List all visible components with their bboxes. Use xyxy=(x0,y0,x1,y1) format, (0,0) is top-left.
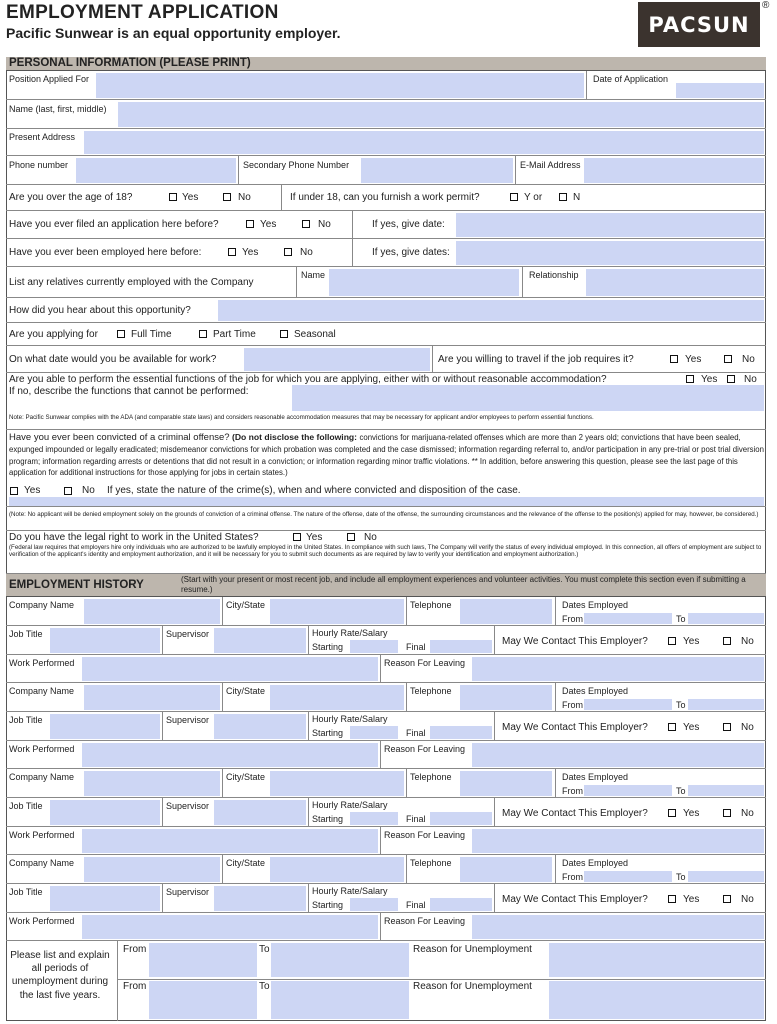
filed-yes-checkbox[interactable] xyxy=(246,220,254,228)
unemployment-to-label-2: To xyxy=(259,981,270,992)
reason-leaving-label: Reason For Leaving xyxy=(384,916,466,926)
divider xyxy=(222,769,223,797)
job-row-2 xyxy=(6,712,766,741)
unemployment-reason-field-2[interactable] xyxy=(549,981,764,1019)
criminal-note-row xyxy=(6,507,766,531)
criminal-question-block xyxy=(9,432,764,479)
divider xyxy=(222,855,223,883)
employed-yes-label: Yes xyxy=(242,247,259,258)
starting-rate-field-4[interactable] xyxy=(350,898,398,911)
divider xyxy=(308,626,309,654)
criminal-explain-field[interactable] xyxy=(9,497,764,506)
work-row-2 xyxy=(6,741,766,769)
part-time-label: Part Time xyxy=(213,329,256,340)
hourly-rate-label: Hourly Rate/Salary xyxy=(312,628,388,638)
divider xyxy=(406,597,407,625)
name-row xyxy=(6,100,766,129)
job-row-1 xyxy=(6,626,766,655)
from-label: From xyxy=(562,872,583,882)
position-label: Position Applied For xyxy=(9,74,90,84)
hear-field[interactable] xyxy=(218,300,764,321)
divider xyxy=(117,979,766,980)
secondary-phone-label: Secondary Phone Number xyxy=(243,160,350,170)
from-date-field-2[interactable] xyxy=(584,699,672,710)
city-state-label: City/State xyxy=(226,600,266,610)
city-state-label: City/State xyxy=(226,686,266,696)
work-performed-field-1[interactable] xyxy=(82,657,378,681)
employed-no-label: No xyxy=(300,247,313,258)
contact-no-checkbox-4[interactable] xyxy=(723,895,731,903)
criminal-row xyxy=(6,430,766,507)
criminal-yes-checkbox[interactable] xyxy=(10,487,18,495)
hear-question: How did you hear about this opportunity? xyxy=(9,305,191,316)
work-row-4 xyxy=(6,913,766,941)
telephone-field-4[interactable] xyxy=(460,857,552,882)
hourly-rate-label: Hourly Rate/Salary xyxy=(312,714,388,724)
name-label: Name (last, first, middle) xyxy=(9,104,107,114)
legal-note: (Federal law requires that employers hire only individuals who are authorized to be lawfully employed in the United States. In compliance with such laws, The Company will verify the status of every individual employed. In this connection, all offers of employment are subject to verification of the applicant's identity and employment authorization, and it will be necessary for you to submit such documents as are required by law to verify your identification and employment authorization.) xyxy=(9,544,762,559)
divider xyxy=(586,71,587,99)
employed-dates-field[interactable] xyxy=(456,241,764,265)
final-label: Final xyxy=(406,814,426,824)
final-label: Final xyxy=(406,642,426,652)
employed-question: Have you ever been employed here before: xyxy=(9,247,202,258)
divider xyxy=(238,156,239,184)
final-rate-field-4[interactable] xyxy=(430,898,492,911)
travel-question: Are you willing to travel if the job requires it? xyxy=(438,354,634,365)
contact-yes-label: Yes xyxy=(683,722,700,733)
available-question: On what date would you be available for work? xyxy=(9,354,217,365)
from-date-field-4[interactable] xyxy=(584,871,672,882)
divider xyxy=(296,267,297,297)
travel-no-label: No xyxy=(742,354,755,365)
from-label: From xyxy=(562,614,583,624)
city-state-field-4[interactable] xyxy=(270,857,404,882)
work-performed-label: Work Performed xyxy=(9,830,75,840)
address-row xyxy=(6,129,766,156)
telephone-label: Telephone xyxy=(410,686,452,696)
starting-label: Starting xyxy=(312,814,344,824)
criminal-explain-label: If yes, state the nature of the crime(s), when and where convicted and disposition of the case. xyxy=(107,485,521,496)
reason-leaving-label: Reason For Leaving xyxy=(384,744,466,754)
contact-no-label: No xyxy=(741,636,754,647)
unemployment-from-field-2[interactable] xyxy=(149,981,257,1019)
work-row-3 xyxy=(6,827,766,855)
contact-employer-question: May We Contact This Employer? xyxy=(502,636,648,647)
contact-no-label: No xyxy=(741,894,754,905)
essential-yes-checkbox[interactable] xyxy=(686,375,694,383)
divider xyxy=(555,855,556,883)
supervisor-label: Supervisor xyxy=(166,801,210,811)
employment-history-title: EMPLOYMENT HISTORY xyxy=(9,579,144,591)
work-performed-field-4[interactable] xyxy=(82,915,378,939)
company-name-label: Company Name xyxy=(9,600,75,610)
address-label: Present Address xyxy=(9,132,76,142)
address-field[interactable] xyxy=(84,131,764,154)
to-date-field-4[interactable] xyxy=(688,871,764,882)
starting-label: Starting xyxy=(312,728,344,738)
criminal-text: convictions for marijuana-related offenses which are more than 2 years old; convictions that have been sealed, expunged impounded or legally eradicated; misdemeanor convictions for which probation was completed and the case dismissed; information regarding referral to, and/or participation in any pre-trial or post trial diversion program; information regarding arrests or detentions that did not result in a conviction; or information regarding minor traffic violations. ** In addition, before answering this question, please see the last page of this application for additional instructions for those applying for jobs in certain states.) xyxy=(9,433,764,478)
relationship-field[interactable] xyxy=(586,269,764,296)
filed-row xyxy=(6,211,766,239)
supervisor-label: Supervisor xyxy=(166,887,210,897)
name-field[interactable] xyxy=(118,102,764,127)
city-state-label: City/State xyxy=(226,858,266,868)
final-rate-field-3[interactable] xyxy=(430,812,492,825)
permit-no-label: N xyxy=(573,192,581,203)
divider xyxy=(494,712,495,740)
divider xyxy=(162,798,163,826)
dates-employed-label: Dates Employed xyxy=(562,600,629,610)
contact-employer-question: May We Contact This Employer? xyxy=(502,722,648,733)
job-title-field-3[interactable] xyxy=(50,800,160,825)
criminal-no-checkbox[interactable] xyxy=(64,487,72,495)
unemployment-to-field-2[interactable] xyxy=(271,981,409,1019)
ada-note: Note: Pacific Sunwear complies with the ADA (and comparable state laws) and considers reasonable accommodation measures that may be necessary for applicant and/or employees to perform essential functions. xyxy=(9,414,594,421)
reason-leaving-field-4[interactable] xyxy=(472,915,764,939)
job-row-4 xyxy=(6,884,766,913)
starting-label: Starting xyxy=(312,900,344,910)
city-state-field-1[interactable] xyxy=(270,599,404,624)
date-of-application-label: Date of Application xyxy=(593,74,669,84)
divider xyxy=(522,267,523,297)
supervisor-label: Supervisor xyxy=(166,715,210,725)
to-label: To xyxy=(676,786,686,796)
contact-no-label: No xyxy=(741,722,754,733)
final-rate-field-1[interactable] xyxy=(430,640,492,653)
filed-yes-label: Yes xyxy=(260,219,277,230)
divider xyxy=(308,884,309,912)
unemployment-from-label-2: From xyxy=(123,981,147,992)
contact-no-checkbox-2[interactable] xyxy=(723,723,731,731)
job-title-field-1[interactable] xyxy=(50,628,160,653)
unemployment-section xyxy=(6,941,766,1021)
job-title-field-4[interactable] xyxy=(50,886,160,911)
reason-leaving-field-3[interactable] xyxy=(472,829,764,853)
divider xyxy=(515,156,516,184)
company-name-field-3[interactable] xyxy=(84,771,220,796)
contact-yes-checkbox-3[interactable] xyxy=(668,809,676,817)
part-time-checkbox[interactable] xyxy=(199,330,207,338)
job-title-field-2[interactable] xyxy=(50,714,160,739)
hear-row xyxy=(6,298,766,323)
company-row-1 xyxy=(6,597,766,626)
criminal-question: Have you ever been convicted of a criminal offense? xyxy=(9,432,230,443)
permit-question: If under 18, can you furnish a work permit? xyxy=(290,192,480,203)
essential-row xyxy=(6,373,766,430)
divider xyxy=(162,626,163,654)
supervisor-field-4[interactable] xyxy=(214,886,306,911)
company-name-label: Company Name xyxy=(9,772,75,782)
divider xyxy=(162,712,163,740)
divider xyxy=(222,597,223,625)
unemployment-reason-label-2: Reason for Unemployment xyxy=(413,981,532,992)
supervisor-field-1[interactable] xyxy=(214,628,306,653)
phone-field[interactable] xyxy=(76,158,236,183)
travel-yes-label: Yes xyxy=(685,354,702,365)
supervisor-field-3[interactable] xyxy=(214,800,306,825)
age-question: Are you over the age of 18? xyxy=(9,192,133,203)
travel-no-checkbox[interactable] xyxy=(724,355,732,363)
essential-no-label: No xyxy=(744,374,757,385)
criminal-bold: (Do not disclose the following: xyxy=(231,432,358,442)
age-yes-label: Yes xyxy=(182,192,199,203)
divider xyxy=(352,239,353,266)
city-state-field-2[interactable] xyxy=(270,685,404,710)
company-row-2 xyxy=(6,683,766,712)
employed-yes-checkbox[interactable] xyxy=(228,248,236,256)
form-title: EMPLOYMENT APPLICATION xyxy=(6,2,279,23)
company-name-label: Company Name xyxy=(9,686,75,696)
essential-describe-field[interactable] xyxy=(292,385,764,411)
legal-no-checkbox[interactable] xyxy=(347,533,355,541)
age-no-checkbox[interactable] xyxy=(223,193,231,201)
email-field[interactable] xyxy=(584,158,764,183)
contact-no-checkbox-3[interactable] xyxy=(723,809,731,817)
to-date-field-2[interactable] xyxy=(688,699,764,710)
date-of-application-field[interactable] xyxy=(676,83,764,98)
employed-no-checkbox[interactable] xyxy=(284,248,292,256)
employment-history-header xyxy=(6,574,766,597)
filed-date-label: If yes, give date: xyxy=(372,219,445,230)
relative-name-field[interactable] xyxy=(329,269,519,296)
unemployment-prompt: Please list and explain all periods of unemployment during the last five years. xyxy=(10,950,110,1001)
reason-leaving-field-2[interactable] xyxy=(472,743,764,767)
divider xyxy=(406,855,407,883)
reason-leaving-label: Reason For Leaving xyxy=(384,830,466,840)
company-name-label: Company Name xyxy=(9,858,75,868)
unemployment-to-label-1: To xyxy=(259,944,270,955)
to-date-field-3[interactable] xyxy=(688,785,764,796)
legal-yes-label: Yes xyxy=(306,532,323,543)
divider xyxy=(494,798,495,826)
phone-label: Phone number xyxy=(9,160,69,170)
final-label: Final xyxy=(406,900,426,910)
criminal-yes-label: Yes xyxy=(24,485,41,496)
starting-rate-field-3[interactable] xyxy=(350,812,398,825)
divider xyxy=(380,741,381,768)
essential-describe-label: If no, describe the functions that cannot be performed: xyxy=(9,386,249,397)
contact-employer-question: May We Contact This Employer? xyxy=(502,894,648,905)
age-row xyxy=(6,185,766,211)
applying-question: Are you applying for xyxy=(9,329,98,340)
divider xyxy=(380,655,381,682)
form-subtitle: Pacific Sunwear is an equal opportunity employer. xyxy=(6,25,341,41)
filed-date-field[interactable] xyxy=(456,213,764,237)
divider xyxy=(555,683,556,711)
divider xyxy=(281,185,282,210)
telephone-label: Telephone xyxy=(410,600,452,610)
contact-no-checkbox-1[interactable] xyxy=(723,637,731,645)
essential-yes-label: Yes xyxy=(701,374,718,385)
criminal-no-label: No xyxy=(82,485,95,496)
telephone-field-2[interactable] xyxy=(460,685,552,710)
dates-employed-label: Dates Employed xyxy=(562,772,629,782)
full-time-checkbox[interactable] xyxy=(117,330,125,338)
company-row-3 xyxy=(6,769,766,798)
essential-no-checkbox[interactable] xyxy=(727,375,735,383)
seasonal-label: Seasonal xyxy=(294,329,336,340)
divider xyxy=(494,626,495,654)
unemployment-from-field-1[interactable] xyxy=(149,943,257,977)
from-date-field-3[interactable] xyxy=(584,785,672,796)
filed-no-checkbox[interactable] xyxy=(302,220,310,228)
work-row-1 xyxy=(6,655,766,683)
city-state-field-3[interactable] xyxy=(270,771,404,796)
company-name-field-2[interactable] xyxy=(84,685,220,710)
legal-no-label: No xyxy=(364,532,377,543)
relatives-question: List any relatives currently employed with the Company xyxy=(9,277,254,288)
travel-yes-checkbox[interactable] xyxy=(670,355,678,363)
divider xyxy=(555,597,556,625)
job-title-label: Job Title xyxy=(9,715,43,725)
relative-name-label: Name xyxy=(301,270,326,280)
relatives-row xyxy=(6,267,766,298)
reason-leaving-label: Reason For Leaving xyxy=(384,658,466,668)
available-date-field[interactable] xyxy=(244,348,430,371)
filed-no-label: No xyxy=(318,219,331,230)
supervisor-field-2[interactable] xyxy=(214,714,306,739)
contact-yes-label: Yes xyxy=(683,894,700,905)
final-label: Final xyxy=(406,728,426,738)
contact-yes-label: Yes xyxy=(683,808,700,819)
relationship-label: Relationship xyxy=(529,270,579,280)
to-label: To xyxy=(676,614,686,624)
essential-question: Are you able to perform the essential functions of the job for which you are applying, either with or without reasonable accommodation? xyxy=(9,374,607,385)
hourly-rate-label: Hourly Rate/Salary xyxy=(312,800,388,810)
supervisor-label: Supervisor xyxy=(166,629,210,639)
divider xyxy=(222,683,223,711)
from-date-field-1[interactable] xyxy=(584,613,672,624)
city-state-label: City/State xyxy=(226,772,266,782)
hourly-rate-label: Hourly Rate/Salary xyxy=(312,886,388,896)
work-performed-label: Work Performed xyxy=(9,658,75,668)
telephone-label: Telephone xyxy=(410,772,452,782)
filed-question: Have you ever filed an application here before? xyxy=(9,219,219,230)
secondary-phone-field[interactable] xyxy=(361,158,513,183)
divider xyxy=(308,712,309,740)
applying-row xyxy=(6,323,766,346)
job-title-label: Job Title xyxy=(9,887,43,897)
permit-yes-label: Y or xyxy=(524,192,543,203)
to-label: To xyxy=(676,872,686,882)
starting-rate-field-1[interactable] xyxy=(350,640,398,653)
registered-mark: ® xyxy=(762,0,770,11)
unemployment-reason-label-1: Reason for Unemployment xyxy=(413,944,532,955)
position-row xyxy=(6,71,766,100)
company-row-4 xyxy=(6,855,766,884)
work-performed-label: Work Performed xyxy=(9,916,75,926)
divider xyxy=(406,683,407,711)
unemployment-reason-field-1[interactable] xyxy=(549,943,764,977)
work-performed-field-3[interactable] xyxy=(82,829,378,853)
job-title-label: Job Title xyxy=(9,629,43,639)
unemployment-to-field-1[interactable] xyxy=(271,943,409,977)
dates-employed-label: Dates Employed xyxy=(562,858,629,868)
divider xyxy=(162,884,163,912)
contact-yes-checkbox-4[interactable] xyxy=(668,895,676,903)
telephone-label: Telephone xyxy=(410,858,452,868)
divider xyxy=(406,769,407,797)
employment-history-note: (Start with your present or most recent job, and include all employment experiences and volunteer activities. You must complete this section even if submitting a resume.) xyxy=(181,575,746,594)
divider xyxy=(308,798,309,826)
telephone-field-3[interactable] xyxy=(460,771,552,796)
work-performed-label: Work Performed xyxy=(9,744,75,754)
telephone-field-1[interactable] xyxy=(460,599,552,624)
legal-row xyxy=(6,531,766,574)
starting-rate-field-2[interactable] xyxy=(350,726,398,739)
employed-row xyxy=(6,239,766,267)
pacsun-logo: PACSUN xyxy=(638,2,760,47)
contact-employer-question: May We Contact This Employer? xyxy=(502,808,648,819)
final-rate-field-2[interactable] xyxy=(430,726,492,739)
work-performed-field-2[interactable] xyxy=(82,743,378,767)
personal-info-title: PERSONAL INFORMATION (PLEASE PRINT) xyxy=(9,57,251,69)
unemployment-from-label-1: From xyxy=(123,944,147,955)
divider xyxy=(380,913,381,940)
criminal-note: (Note: No applicant will be denied employment solely on the grounds of conviction of a criminal offense. The nature of the offense, date of the offense, the surrounding circumstances and the relevance of the offense to the position(s) applied for may, however, be considered.) xyxy=(9,511,759,518)
divider xyxy=(380,827,381,854)
starting-label: Starting xyxy=(312,642,344,652)
contact-yes-label: Yes xyxy=(683,636,700,647)
dates-employed-label: Dates Employed xyxy=(562,686,629,696)
permit-yes-checkbox[interactable] xyxy=(510,193,518,201)
divider xyxy=(117,941,118,1021)
divider xyxy=(555,769,556,797)
available-row xyxy=(6,346,766,373)
age-yes-checkbox[interactable] xyxy=(169,193,177,201)
reason-leaving-field-1[interactable] xyxy=(472,657,764,681)
personal-info-header xyxy=(6,57,766,71)
seasonal-checkbox[interactable] xyxy=(280,330,288,338)
to-label: To xyxy=(676,700,686,710)
position-field[interactable] xyxy=(96,73,584,98)
company-name-field-4[interactable] xyxy=(84,857,220,882)
to-date-field-1[interactable] xyxy=(688,613,764,624)
employed-dates-label: If yes, give dates: xyxy=(372,247,450,258)
from-label: From xyxy=(562,700,583,710)
company-name-field-1[interactable] xyxy=(84,599,220,624)
job-row-3 xyxy=(6,798,766,827)
contact-yes-checkbox-1[interactable] xyxy=(668,637,676,645)
job-title-label: Job Title xyxy=(9,801,43,811)
contact-yes-checkbox-2[interactable] xyxy=(668,723,676,731)
divider xyxy=(352,211,353,238)
contact-no-label: No xyxy=(741,808,754,819)
full-time-label: Full Time xyxy=(131,329,172,340)
divider xyxy=(494,884,495,912)
permit-no-checkbox[interactable] xyxy=(559,193,567,201)
legal-yes-checkbox[interactable] xyxy=(293,533,301,541)
phone-row xyxy=(6,156,766,185)
age-no-label: No xyxy=(238,192,251,203)
divider xyxy=(432,346,433,372)
from-label: From xyxy=(562,786,583,796)
legal-question: Do you have the legal right to work in the United States? xyxy=(9,532,259,543)
email-label: E-Mail Address xyxy=(520,160,581,170)
